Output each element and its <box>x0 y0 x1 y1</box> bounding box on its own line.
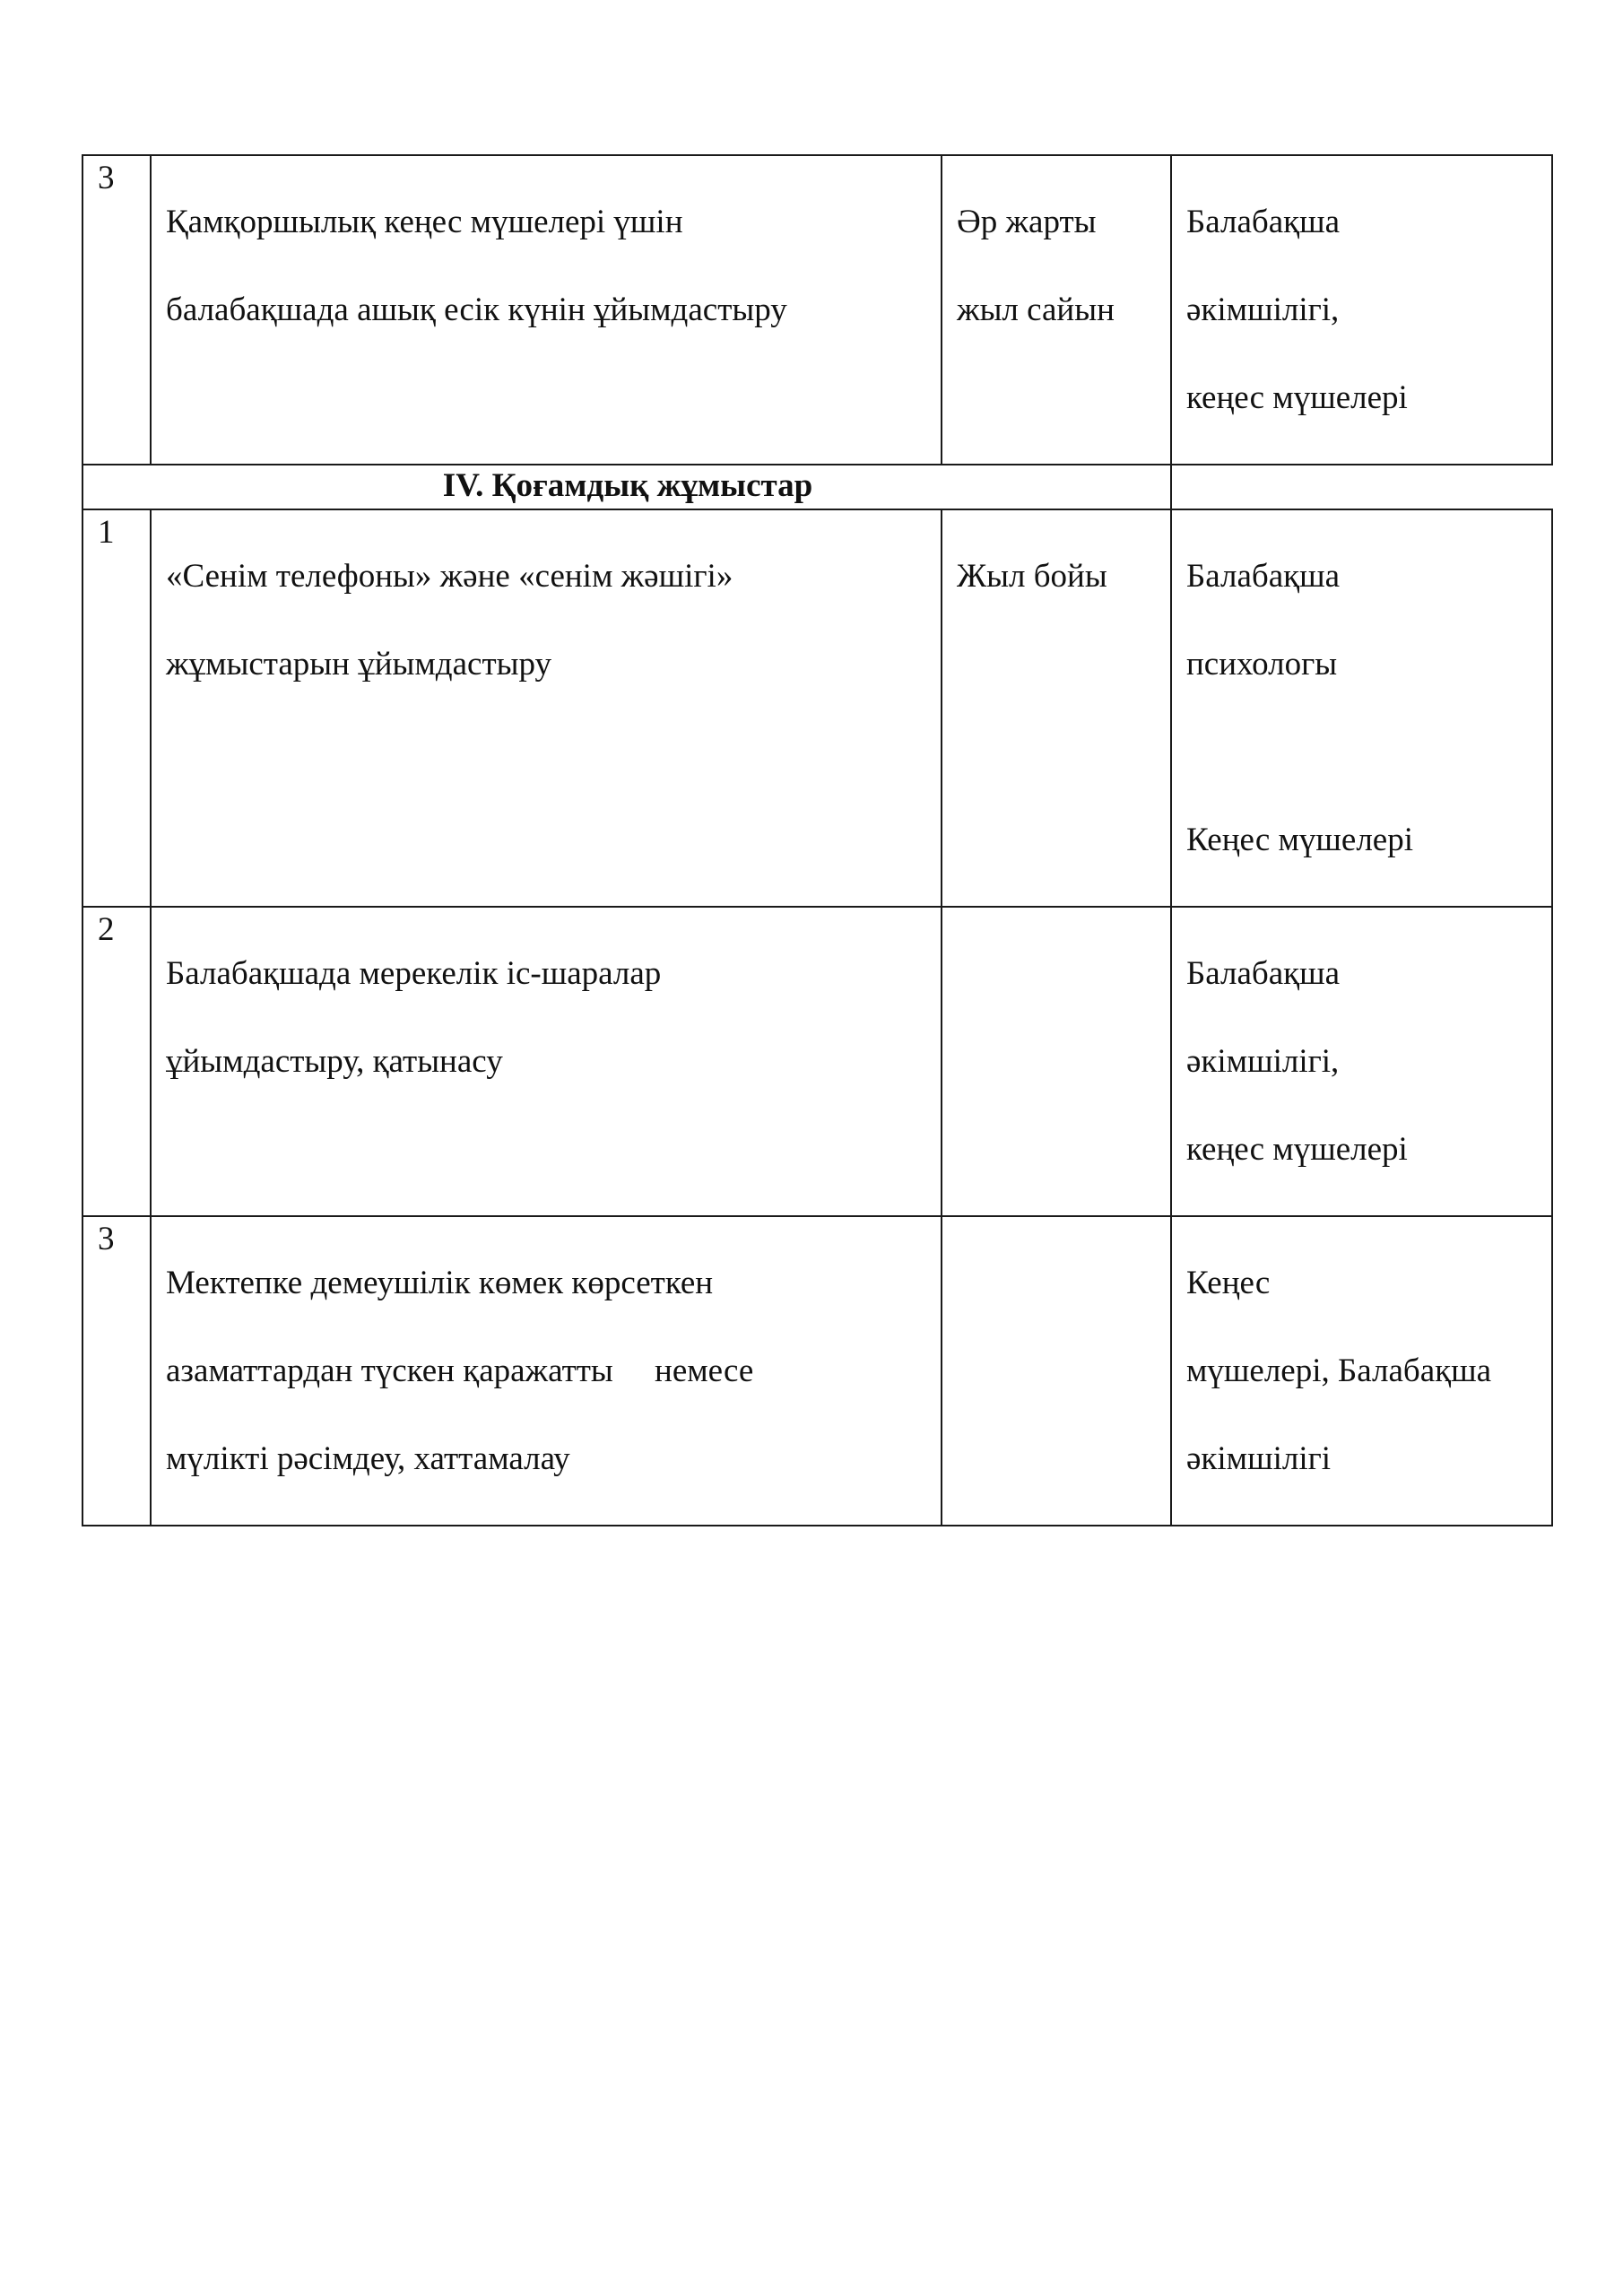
responsible-cell <box>1171 907 1552 1216</box>
timing-text: жыл сайын <box>957 291 1115 328</box>
responsible-text: Балабақша <box>1186 558 1341 595</box>
responsible-text: Кеңес <box>1186 1265 1271 1301</box>
activity-text: балабақшада ашық есік күнін ұйымдастыру <box>166 291 787 328</box>
activity-cell <box>151 509 942 907</box>
activity-text: «Сенім телефоны» және «сенім жәшігі» <box>166 558 733 595</box>
activity-text: Балабақшада мерекелік іс-шаралар <box>166 955 662 992</box>
row-number: 1 <box>82 509 151 907</box>
responsible-text: әкімшілігі, <box>1186 1043 1340 1080</box>
table-row <box>82 1216 1552 1526</box>
section-empty-cell <box>1171 465 1552 509</box>
activity-cell <box>151 907 942 1216</box>
activity-cell <box>151 155 942 465</box>
responsible-text: мүшелері, Балабақша <box>1186 1352 1492 1389</box>
responsible-text: Балабақша <box>1186 204 1341 240</box>
timing-cell <box>942 907 1171 1216</box>
responsible-text: кеңес мүшелері <box>1186 1131 1408 1168</box>
timing-text: Жыл бойы <box>957 558 1107 595</box>
activity-text: Мектепке демеушілік көмек көрсеткен <box>166 1265 714 1301</box>
plan-table <box>82 154 1553 1526</box>
activity-text: жұмыстарын ұйымдастыру <box>166 646 551 683</box>
responsible-cell <box>1171 509 1552 907</box>
responsible-text: Балабақша <box>1186 955 1341 992</box>
timing-cell <box>942 1216 1171 1526</box>
responsible-cell <box>1171 1216 1552 1526</box>
activity-text: азаматтардан түскен қаражатты немесе <box>166 1352 754 1389</box>
section-title: IV. Қоғамдық жұмыстар <box>82 465 1171 509</box>
section-header-row <box>82 465 1552 509</box>
timing-text: Әр жарты <box>957 204 1097 240</box>
activity-text: ұйымдастыру, қатынасу <box>166 1043 503 1080</box>
table-row <box>82 155 1552 465</box>
row-number: 3 <box>82 155 151 465</box>
activity-text: мүлікті рәсімдеу, хаттамалау <box>166 1440 570 1477</box>
row-number: 2 <box>82 907 151 1216</box>
timing-cell <box>942 509 1171 907</box>
blank-line <box>1186 730 1539 774</box>
responsible-text: әкімшілігі <box>1186 1440 1332 1477</box>
responsible-text: әкімшілігі, <box>1186 291 1340 328</box>
row-number: 3 <box>82 1216 151 1526</box>
timing-cell <box>942 155 1171 465</box>
responsible-text: психологы <box>1186 646 1338 683</box>
table-row <box>82 509 1552 907</box>
activity-cell <box>151 1216 942 1526</box>
activity-text: Қамқоршылық кеңес мүшелері үшін <box>166 204 683 240</box>
table-row <box>82 907 1552 1216</box>
responsible-text: Кеңес мүшелері <box>1186 822 1414 858</box>
responsible-text: кеңес мүшелері <box>1186 379 1408 416</box>
responsible-cell <box>1171 155 1552 465</box>
